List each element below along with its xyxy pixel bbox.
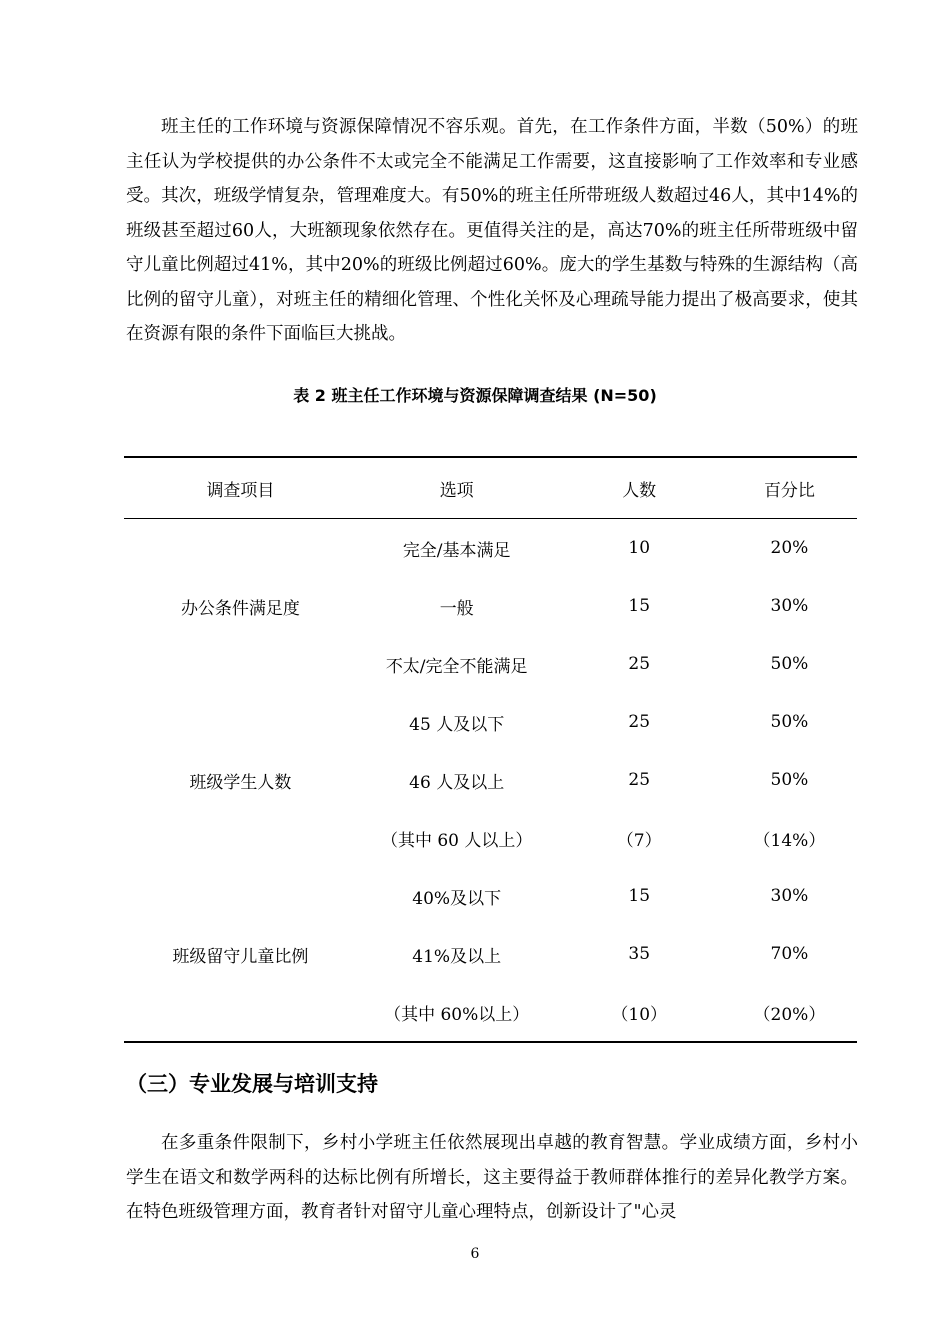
percent-cell: 20% [770, 538, 809, 558]
percent-cell: 50% [770, 712, 809, 732]
header-item: 调查项目 [124, 457, 357, 519]
percent-cell: 70% [770, 944, 809, 964]
option-cell: 45 人及以下 [409, 714, 505, 735]
body-paragraph: 在多重条件限制下，乡村小学班主任依然展现出卓越的教育智慧。学业成绩方面，乡村小学生在语文和数学两科的达标比例有所增长，这主要得益于教师群体推行的差异化教学方案。在特色班级管理方面，教育者针对留守儿童心理特点，创新设计了"心灵 [126, 1133, 858, 1222]
header-percent: 百分比 [722, 457, 857, 519]
count-cell: （10） [611, 1004, 668, 1025]
table-row [124, 867, 857, 925]
count-cell: （7） [616, 830, 662, 851]
page-number: 6 [470, 1246, 480, 1262]
body-paragraph: 班主任的工作环境与资源保障情况不容乐观。首先，在工作条件方面，半数（50%）的班主任认为学校提供的办公条件不太或完全不能满足工作需要，这直接影响了工作效率和专业感受。其次，班级学情复杂，管理难度大。有50%的班主任所带班级人数超过46人，其中14%的班级甚至超过60人，大班额现象依然存在。更值得关注的是，高达70%的班主任所带班级中留守儿童比例超过41%，其中20%的班级比例超过60%。庞大的学生基数与特殊的生源结构（高比例的留守儿童），对班主任的精细化管理、个性化关怀及心理疏导能力提出了极高要求，使其在资源有限的条件下面临巨大挑战。 [126, 117, 858, 344]
survey-table [124, 456, 857, 1043]
table-row [124, 693, 857, 751]
percent-cell: （20%） [753, 1004, 826, 1025]
survey-item-cell: 班级留守儿童比例 [172, 946, 309, 967]
count-cell: 10 [628, 538, 651, 558]
option-cell: （其中 60%以上） [384, 1004, 530, 1025]
count-cell: 35 [628, 944, 651, 964]
count-cell: 15 [628, 596, 651, 616]
percent-cell: 30% [770, 596, 809, 616]
survey-item-cell: 班级学生人数 [189, 772, 292, 793]
table-row [124, 519, 857, 578]
header-count: 人数 [557, 457, 722, 519]
option-cell: 不太/完全不能满足 [385, 656, 528, 677]
count-cell: 15 [628, 886, 651, 906]
percent-cell: （14%） [753, 830, 826, 851]
count-cell: 25 [628, 712, 651, 732]
option-cell: 41%及以上 [412, 946, 502, 967]
percent-cell: 50% [770, 654, 809, 674]
option-cell: （其中 60 人以上） [380, 830, 533, 851]
count-cell: 25 [628, 770, 651, 790]
count-cell: 25 [628, 654, 651, 674]
header-option: 选项 [357, 457, 557, 519]
option-cell: 40%及以下 [412, 888, 502, 909]
percent-cell: 50% [770, 770, 809, 790]
percent-cell: 30% [770, 886, 809, 906]
survey-item-cell: 办公条件满足度 [180, 598, 300, 619]
table-caption: 表 2 班主任工作环境与资源保障调查结果 (N=50) [293, 386, 657, 405]
option-cell: 46 人及以上 [409, 772, 505, 793]
option-cell: 完全/基本满足 [402, 540, 511, 561]
table-header-row [124, 457, 857, 519]
section-heading: （三）专业发展与培训支持 [126, 1072, 378, 1096]
option-cell: 一般 [439, 598, 474, 619]
